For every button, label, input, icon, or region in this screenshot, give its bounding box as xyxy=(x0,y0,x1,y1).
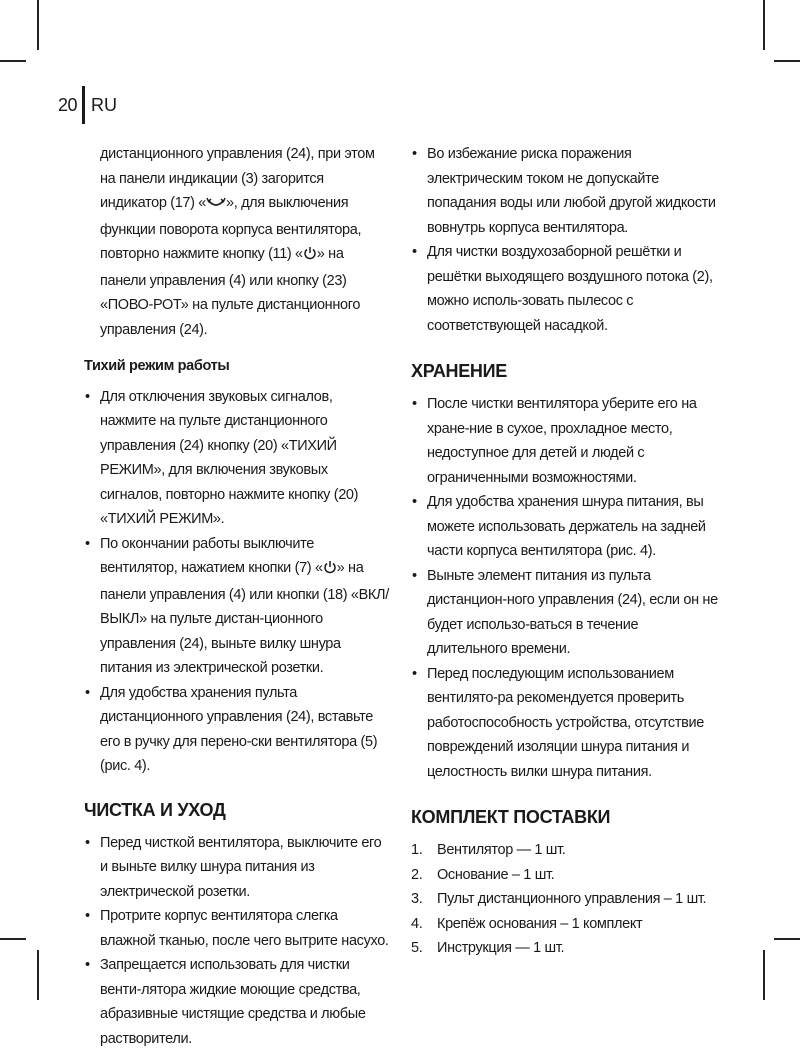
language-label: RU xyxy=(91,95,117,116)
list-item: • Выньте элемент питания из пульта дистанцион-ного управления (24), если он не будет использо-ваться в течение длительного времени. xyxy=(411,564,719,662)
list-item: • По окончании работы выключите вентилятор, нажатием кнопки (7) « » на панели управления (4) или кнопки (18) «ВКЛ/ВЫКЛ» на пульте дистан-ционного управления (24), выньте вилку шнура питания из электрической розетки. xyxy=(84,532,390,681)
list-item: • После чистки вентилятора уберите его на хране-ние в сухое, прохладное место, недоступное для детей и людей с ограниченными возможностями. xyxy=(411,392,719,490)
list-item: • Для отключения звуковых сигналов, нажмите на пульте дистанционного управления (24) кнопку (20) «ТИХИЙ РЕЖИМ», для включения звуковых сигналов, повторно нажмите кнопку (20) «ТИХИЙ РЕЖИМ». xyxy=(84,385,390,532)
silent-mode-heading: Тихий режим работы xyxy=(84,354,390,379)
list-item: • Протрите корпус вентилятора слегка влажной тканью, после чего вытрите насухо. xyxy=(84,904,390,953)
cleaning-continued-list xyxy=(411,142,719,338)
power-icon xyxy=(323,558,337,583)
list-item: • Во избежание риска поражения электрическим током не допускайте попадания воды или любой другой жидкости вовнутрь корпуса вентилятора. xyxy=(411,142,719,240)
crop-mark xyxy=(774,938,800,940)
swing-continuation-paragraph: дистанционного управления (24), при этом на панели индикации (3) загорится индикатор (17) « », для выключения функции поворота корпуса вентилятора, повторно нажмите кнопку (11) « » на панели управления (4) или кнопку (23) «ПОВО-РОТ» на пульте дистанционного управления (24). xyxy=(84,142,390,342)
crop-mark xyxy=(0,938,26,940)
list-item: • Для чистки воздухозаборной решётки и решётки выходящего воздушного потока (2), можно исполь-зовать пылесос с соответствующей насадкой. xyxy=(411,240,719,338)
crop-mark xyxy=(774,60,800,62)
swing-icon xyxy=(206,193,226,218)
cleaning-title: ЧИСТКА И УХОД xyxy=(84,797,390,823)
crop-mark xyxy=(0,60,26,62)
list-item: 3. Пульт дистанционного управления – 1 шт. xyxy=(411,887,719,912)
crop-mark xyxy=(763,0,765,50)
page-header xyxy=(58,86,117,124)
list-item: • Перед последующим использованием вентилято-ра рекомендуется проверить работоспособность устройства, отсутствие повреждений изоляции шнура питания и целостность вилки шнура питания. xyxy=(411,662,719,785)
cleaning-list xyxy=(84,831,390,1051)
page-number: 20 xyxy=(58,95,77,116)
list-item: • Для удобства хранения пульта дистанционного управления (24), вставьте его в ручку для перено-ски вентилятора (5) (рис. 4). xyxy=(84,681,390,779)
list-item: • Перед чисткой вентилятора, выключите его и выньте вилку шнура питания из электрической розетки. xyxy=(84,831,390,905)
silent-mode-list xyxy=(84,385,390,779)
kit-title: КОМПЛЕКТ ПОСТАВКИ xyxy=(411,804,719,830)
header-divider xyxy=(82,86,85,124)
crop-mark xyxy=(37,950,39,1000)
kit-list xyxy=(411,838,719,961)
list-item: 5. Инструкция — 1 шт. xyxy=(411,936,719,961)
left-column xyxy=(84,142,390,1051)
right-column xyxy=(411,142,719,961)
crop-mark xyxy=(763,950,765,1000)
list-item: 2. Основание – 1 шт. xyxy=(411,863,719,888)
list-item: 1. Вентилятор — 1 шт. xyxy=(411,838,719,863)
storage-list xyxy=(411,392,719,784)
list-item: • Для удобства хранения шнура питания, вы можете использовать держатель на задней части корпуса вентилятора (рис. 4). xyxy=(411,490,719,564)
list-item: • Запрещается использовать для чистки венти-лятора жидкие моющие средства, абразивные чистящие средства и любые растворители. xyxy=(84,953,390,1051)
storage-title: ХРАНЕНИЕ xyxy=(411,358,719,384)
list-item: 4. Крепёж основания – 1 комплект xyxy=(411,912,719,937)
crop-mark xyxy=(37,0,39,50)
power-icon xyxy=(303,244,317,269)
